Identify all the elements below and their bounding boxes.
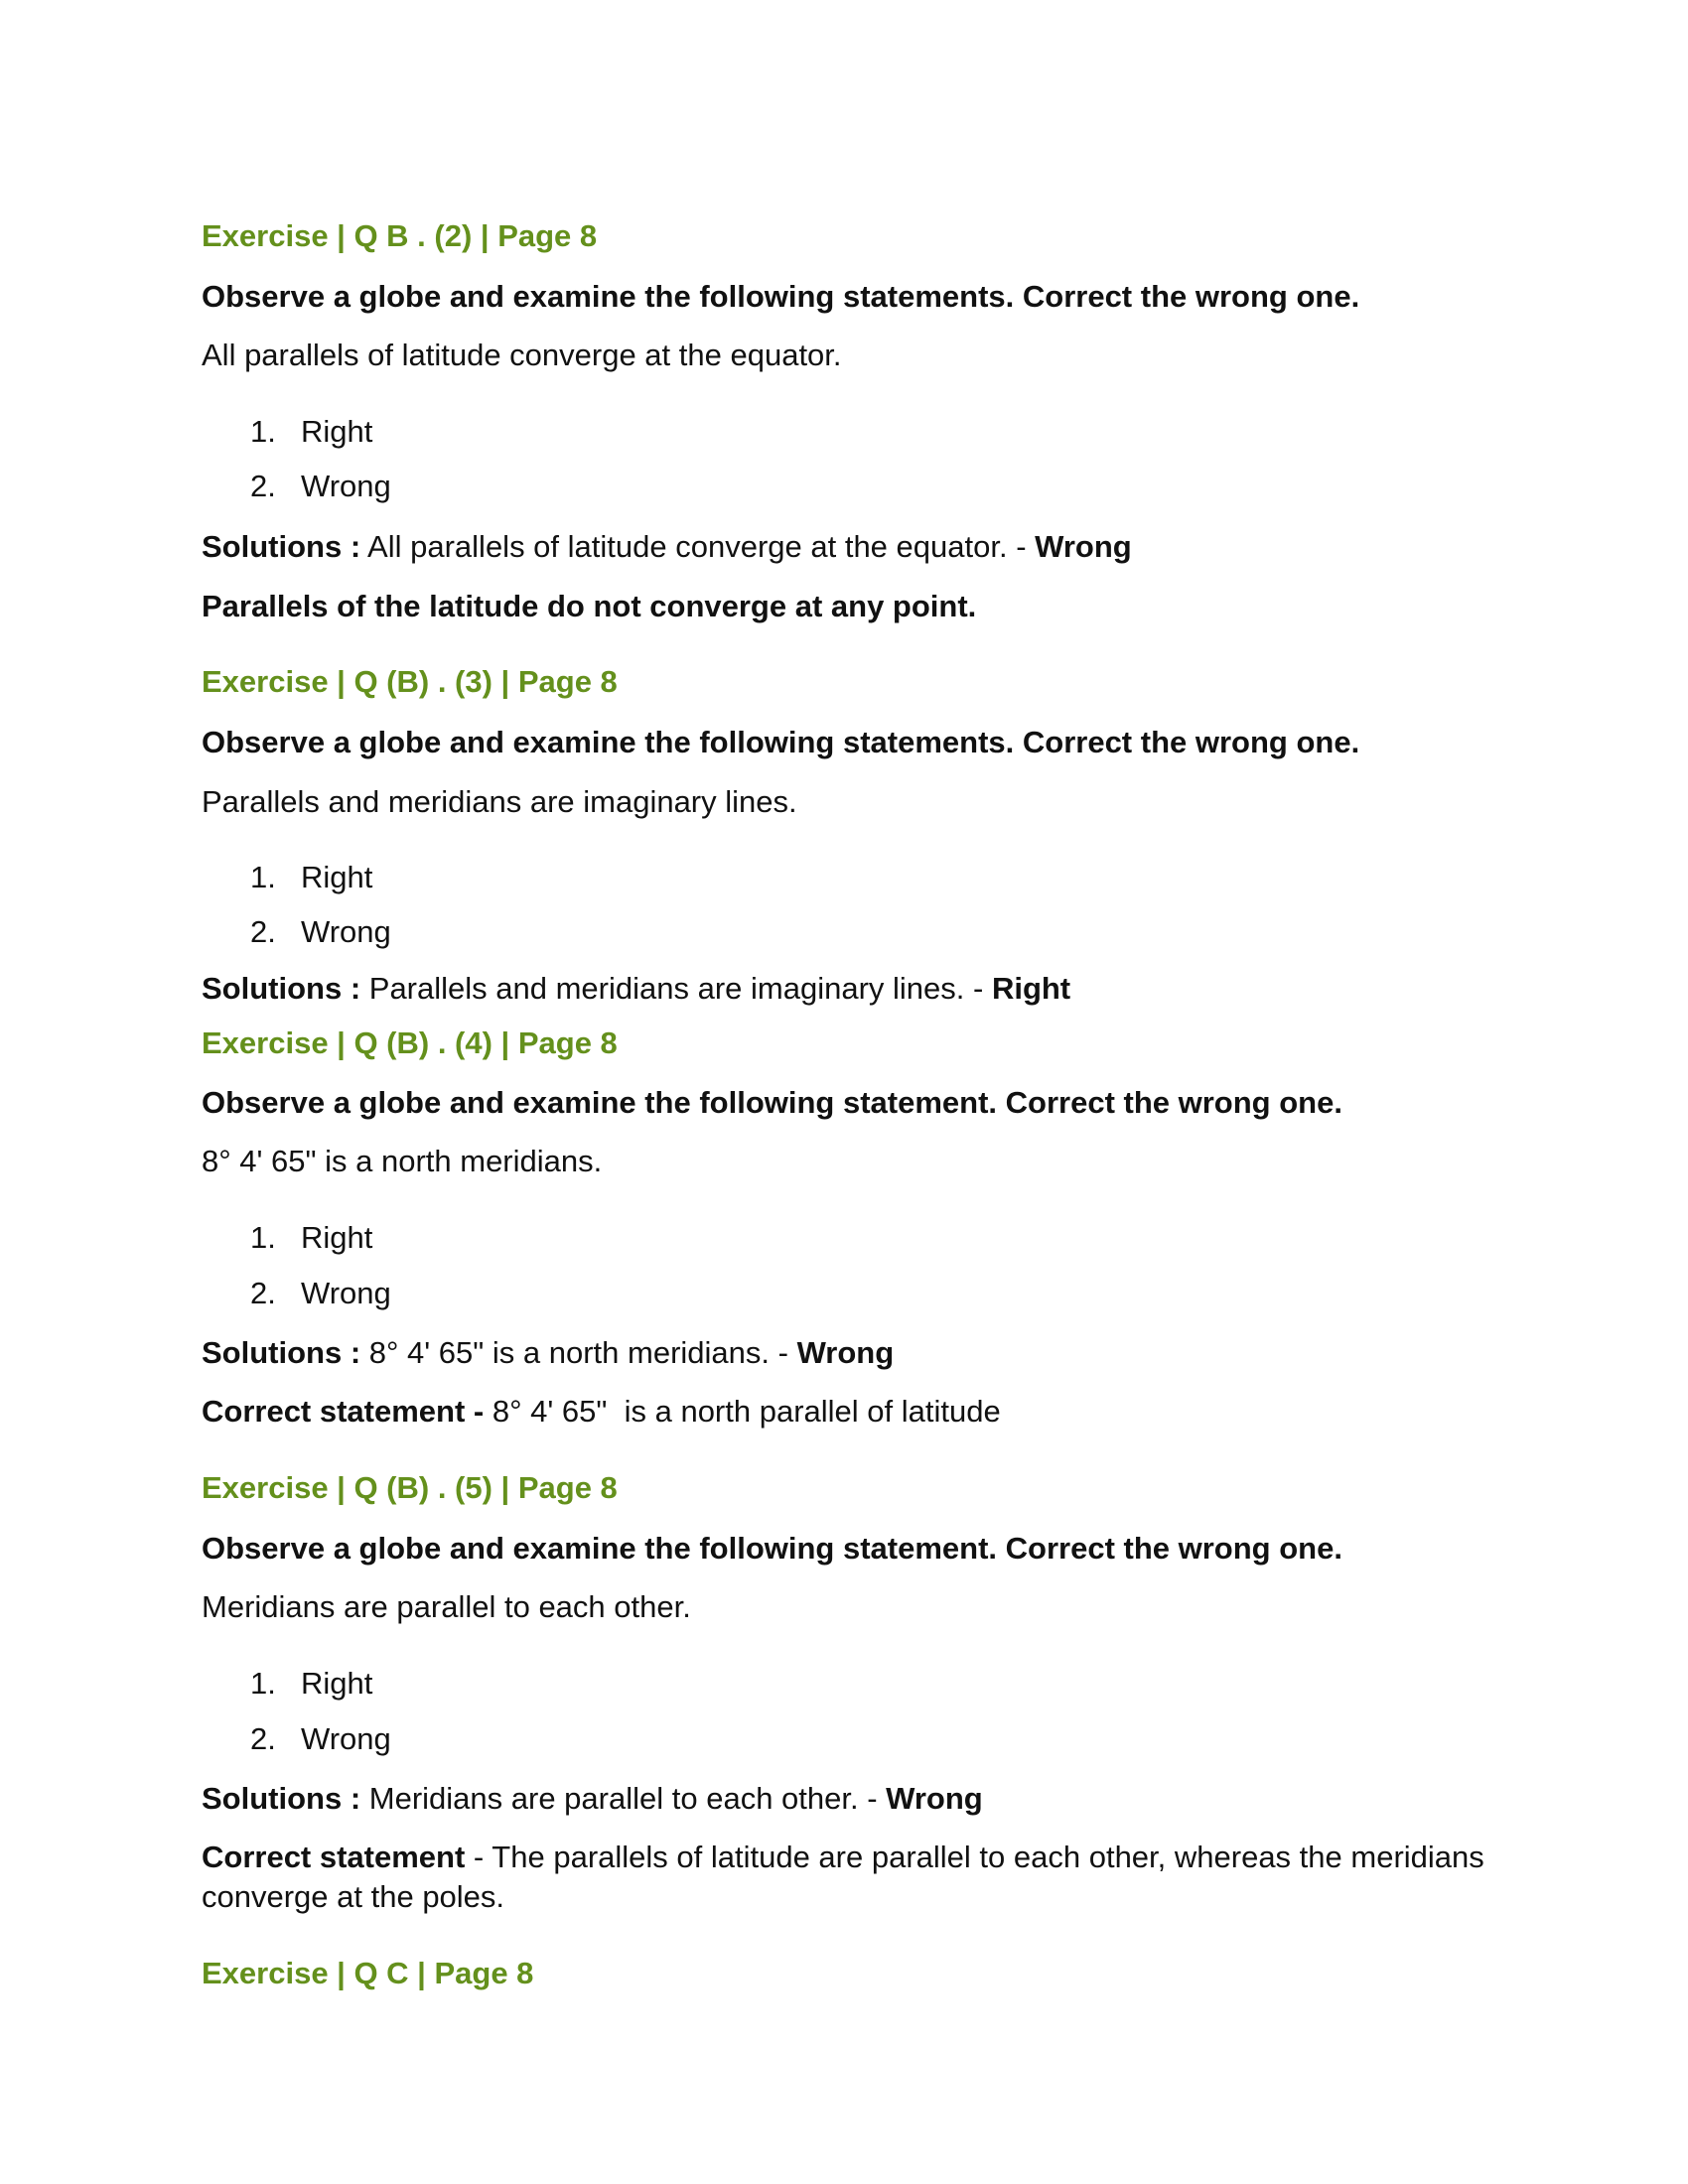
- option-label: Right: [301, 1666, 373, 1701]
- solution-note: Parallels of the latitude do not converge at any point.: [202, 589, 977, 623]
- statement-text: 8° 4' 65" is a north meridians.: [202, 1144, 603, 1178]
- question-text: Observe a globe and examine the following statement. Correct the wrong one.: [202, 1531, 1342, 1566]
- solution-answer: Wrong: [1035, 529, 1132, 564]
- exercise-heading: Exercise | Q (B) . (4) | Page 8: [202, 1025, 618, 1060]
- option-label: Wrong: [301, 1721, 391, 1756]
- option-number: 2.: [250, 469, 276, 503]
- option-number: 2.: [250, 914, 276, 949]
- solution-text: All parallels of latitude converge at the equator. -: [360, 529, 1036, 564]
- option-number: 2.: [250, 1721, 276, 1756]
- correct-statement-line: [202, 1392, 1001, 1432]
- correct-statement-text: - The parallels of latitude are parallel to each other, whereas the meridians converge at the poles.: [202, 1840, 1484, 1914]
- solution-label: Solutions :: [202, 529, 361, 564]
- solution-line: [202, 1779, 983, 1819]
- solution-text: Meridians are parallel to each other. -: [360, 1781, 887, 1816]
- solution-label: Solutions :: [202, 1335, 361, 1370]
- option-label: Right: [301, 414, 373, 449]
- exercise-heading: Exercise | Q C | Page 8: [202, 1956, 534, 1990]
- question-text: Observe a globe and examine the following statement. Correct the wrong one.: [202, 1085, 1342, 1120]
- option-number: 1.: [250, 860, 276, 894]
- solution-line: [202, 527, 1132, 567]
- solution-answer: Wrong: [886, 1781, 983, 1816]
- question-text: Observe a globe and examine the following statements. Correct the wrong one.: [202, 279, 1360, 314]
- question-text: Observe a globe and examine the following statements. Correct the wrong one.: [202, 725, 1360, 759]
- statement-text: Meridians are parallel to each other.: [202, 1589, 691, 1624]
- option-number: 1.: [250, 1220, 276, 1255]
- option-label: Wrong: [301, 1276, 391, 1310]
- solution-line: [202, 969, 1070, 1009]
- option-number: 2.: [250, 1276, 276, 1310]
- correct-statement-label: Correct statement -: [202, 1394, 485, 1429]
- option-number: 1.: [250, 414, 276, 449]
- exercise-heading: Exercise | Q (B) . (3) | Page 8: [202, 664, 618, 699]
- option-label: Right: [301, 860, 373, 894]
- solution-answer: Wrong: [796, 1335, 895, 1370]
- solution-label: Solutions :: [202, 971, 361, 1006]
- solution-label: Solutions :: [202, 1781, 361, 1816]
- solution-text: 8° 4' 65" is a north meridians. -: [360, 1335, 797, 1370]
- exercise-heading: Exercise | Q B . (2) | Page 8: [202, 218, 598, 253]
- correct-statement-line: [202, 1838, 1492, 1917]
- statement-text: Parallels and meridians are imaginary lines.: [202, 784, 797, 819]
- solution-line: [202, 1333, 894, 1373]
- solution-answer: Right: [991, 971, 1071, 1006]
- correct-statement-label: Correct statement: [202, 1840, 466, 1874]
- exercise-heading: Exercise | Q (B) . (5) | Page 8: [202, 1470, 618, 1505]
- correct-statement-text: 8° 4' 65" is a north parallel of latitude: [484, 1394, 1001, 1429]
- option-label: Right: [301, 1220, 373, 1255]
- solution-text: Parallels and meridians are imaginary lines. -: [360, 971, 992, 1006]
- option-label: Wrong: [301, 469, 391, 503]
- option-number: 1.: [250, 1666, 276, 1701]
- statement-text: All parallels of latitude converge at the equator.: [202, 338, 842, 372]
- option-label: Wrong: [301, 914, 391, 949]
